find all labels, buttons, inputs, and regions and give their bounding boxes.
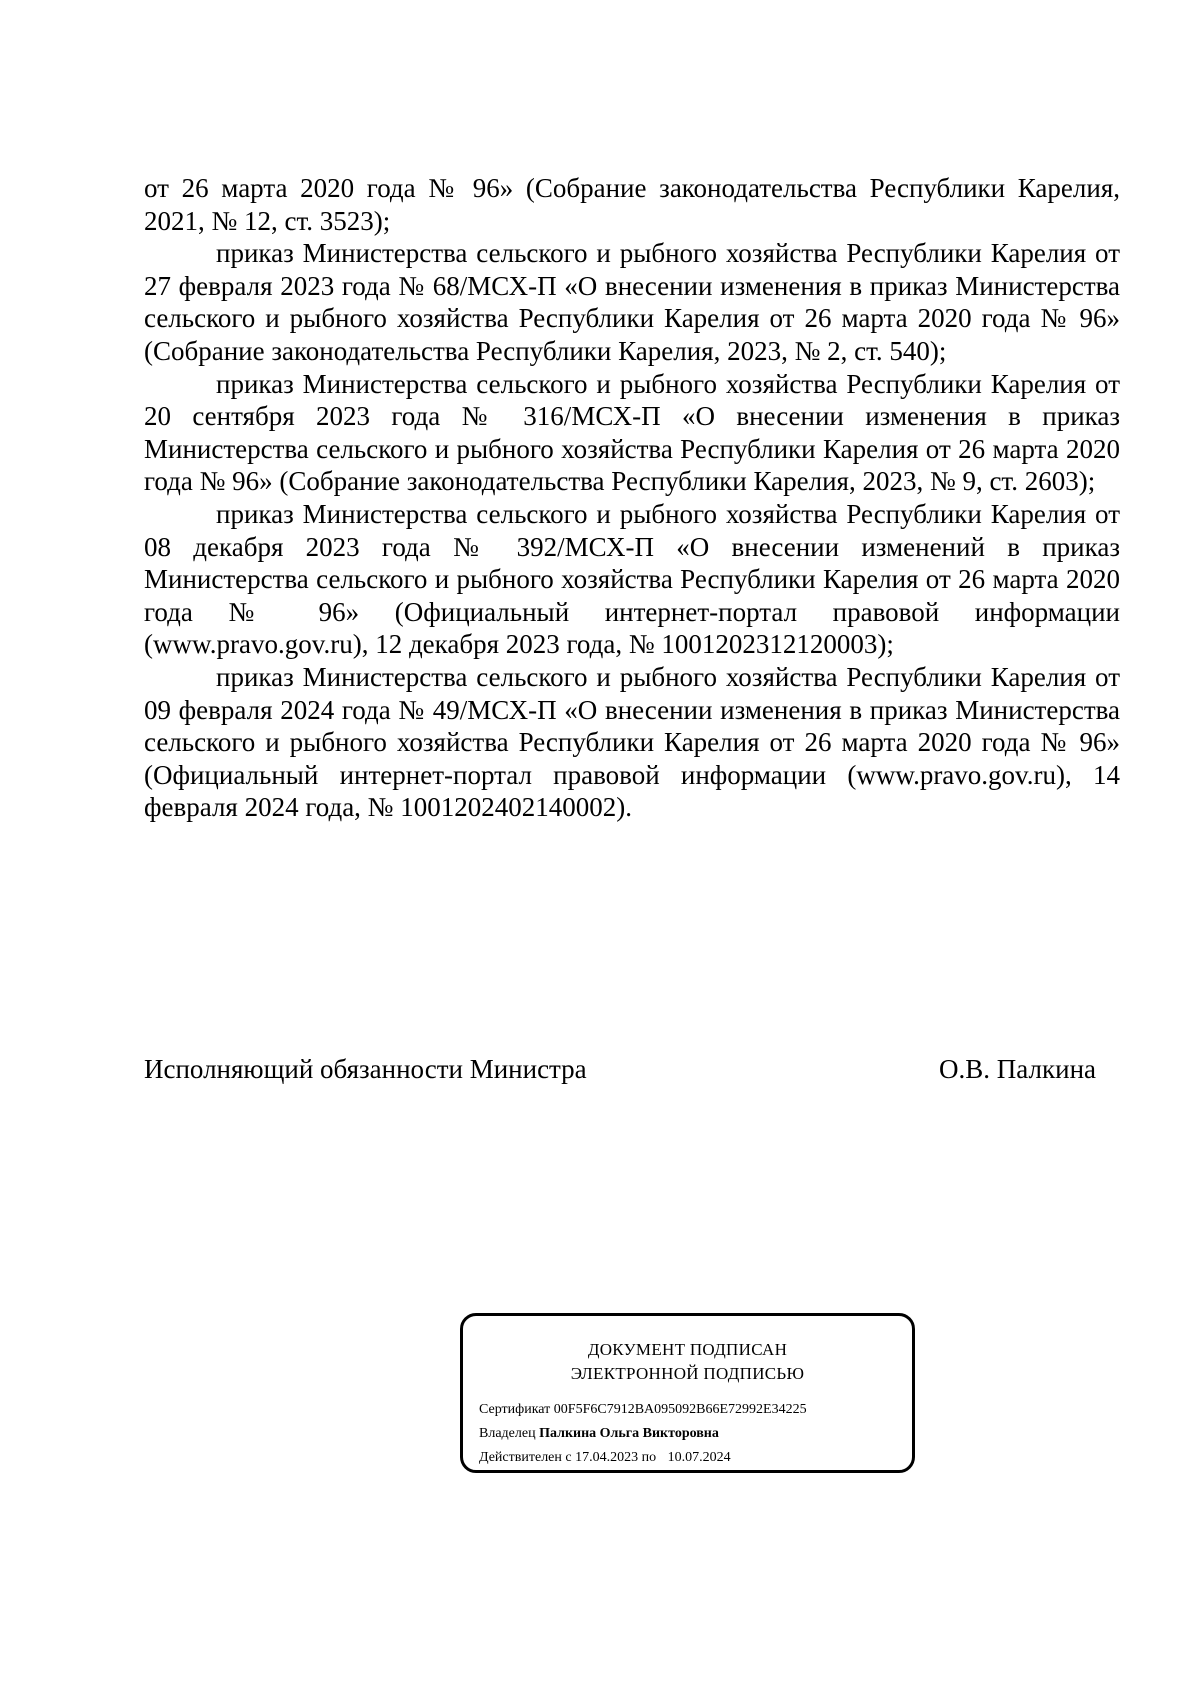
valid-to-label: по <box>641 1450 657 1465</box>
stamp-title-line2: ЭЛЕКТРОННОЙ ПОДПИСЬЮ <box>570 1364 805 1383</box>
owner-label: Владелец <box>479 1426 536 1441</box>
paragraph-order-392: приказ Министерства сельского и рыбного хозяйства Республики Карелия от 08 декабря 2023 года № 392/МСХ-П «О внесении изменений в приказ Министерства сельского и рыбного хозяйства Республики Карелия от 26 марта 2020 года № 96» (Официальный интернет-портал правовой информации (www.pravo.gov.ru), 12 декабря 2023 года, № 1001202312120003); <box>144 498 1120 660</box>
stamp-details <box>479 1398 902 1470</box>
owner-value: Палкина Ольга Викторовна <box>539 1426 719 1441</box>
document-body <box>144 172 1120 824</box>
paragraph-order-316: приказ Министерства сельского и рыбного хозяйства Республики Карелия от 20 сентября 2023 года № 316/МСХ-П «О внесении изменения в приказ Министерства сельского и рыбного хозяйства Республики Карелия от 26 марта 2020 года № 96» (Собрание законодательства Республики Карелия, 2023, № 9, ст. 2603); <box>144 368 1120 497</box>
electronic-signature-stamp <box>460 1313 915 1473</box>
stamp-title-line1: ДОКУМЕНТ ПОДПИСАН <box>587 1340 788 1359</box>
certificate-line <box>479 1398 902 1422</box>
signatory-name: О.В. Палкина <box>939 1054 1096 1084</box>
paragraph-order-49: приказ Министерства сельского и рыбного хозяйства Республики Карелия от 09 февраля 2024 года № 49/МСХ-П «О внесении изменения в приказ Министерства сельского и рыбного хозяйства Республики Карелия от 26 марта 2020 года № 96» (Официальный интернет-портал правовой информации (www.pravo.gov.ru), 14 февраля 2024 года, № 1001202402140002). <box>144 661 1120 823</box>
valid-label: Действителен <box>479 1450 562 1465</box>
certificate-value: 00F5F6C7912BA095092B66E72992E34225 <box>553 1402 807 1417</box>
valid-from-label: с <box>565 1450 572 1465</box>
paragraph-order-68: приказ Министерства сельского и рыбного хозяйства Республики Карелия от 27 февраля 2023 года № 68/МСХ-П «О внесении изменения в приказ Министерства сельского и рыбного хозяйства Республики Карелия от 26 марта 2020 года № 96» (Собрание законодательства Республики Карелия, 2023, № 2, ст. 540); <box>144 238 1120 366</box>
signature-block <box>144 1052 1096 1086</box>
paragraph-continuation: от 26 марта 2020 года № 96» (Собрание законодательства Республики Карелия, 2021, № 12, ст. 3523); <box>144 173 1120 236</box>
stamp-title <box>463 1338 912 1386</box>
owner-line <box>479 1422 902 1446</box>
certificate-label: Сертификат <box>479 1402 551 1417</box>
validity-line <box>479 1446 902 1470</box>
valid-from: 17.04.2023 <box>575 1450 639 1465</box>
signatory-position: Исполняющий обязанности Министра <box>144 1054 587 1084</box>
valid-to: 10.07.2024 <box>667 1450 731 1465</box>
